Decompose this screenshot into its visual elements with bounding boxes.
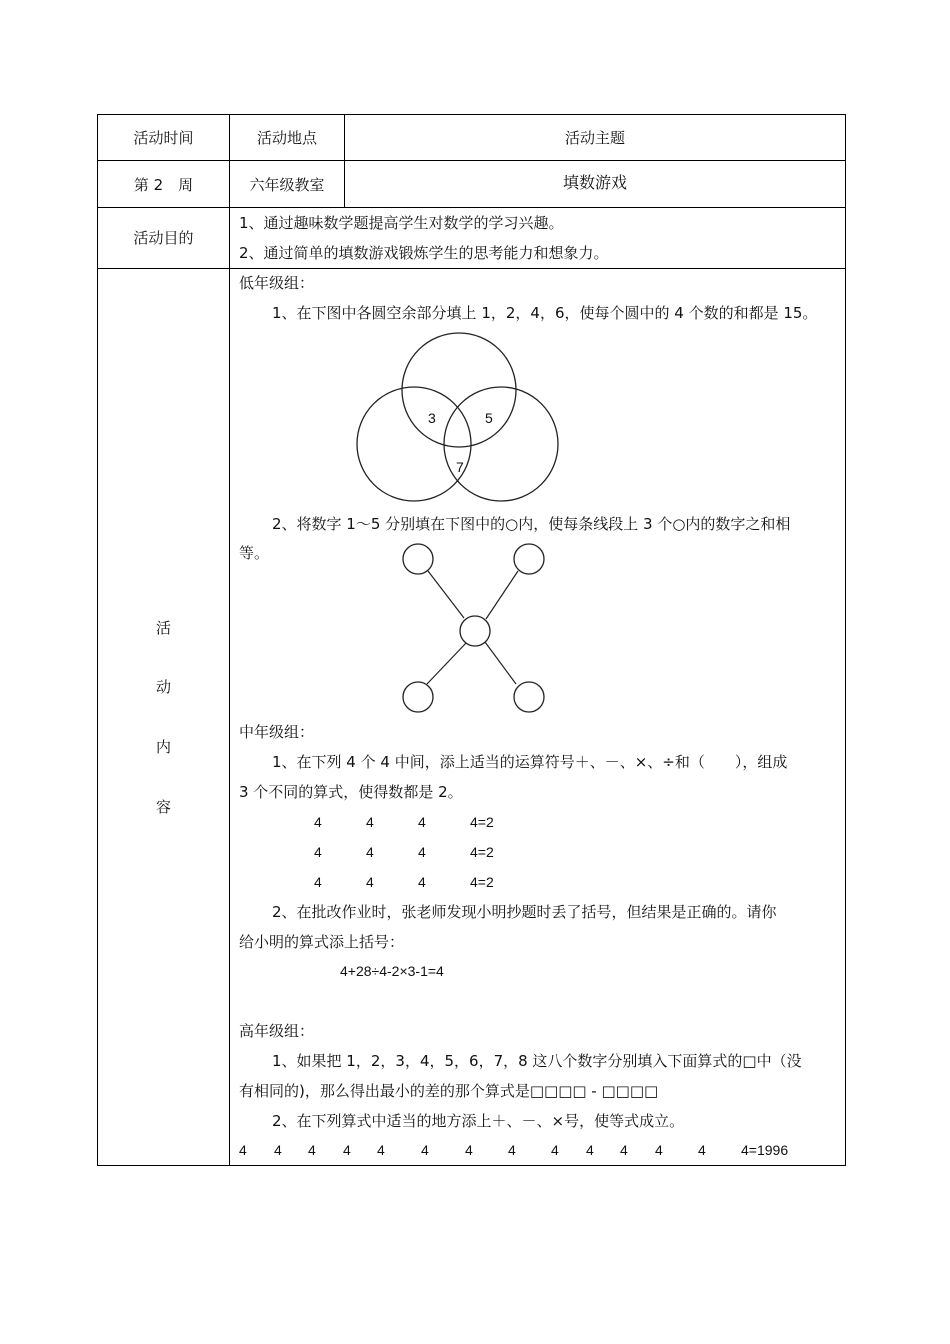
mid-row-2-c: 4 (418, 844, 426, 860)
mid-q2-line2: 给小明的算式添上括号： (239, 933, 405, 951)
four-12: 4 (655, 1142, 663, 1158)
low-q2-line2: 等。 (239, 544, 270, 562)
mid-row-3-d: 4=2 (470, 874, 494, 890)
mid-row-2-d: 4=2 (470, 844, 494, 860)
mid-row-2-b: 4 (366, 844, 374, 860)
four-7: 4 (465, 1142, 473, 1158)
mid-row-1-c: 4 (418, 814, 426, 830)
venn-number-5: 5 (485, 410, 493, 426)
mid-grade-title: 中年级组： (239, 723, 315, 741)
week-cell: 第 2 周 (133, 176, 194, 194)
four-5: 4 (377, 1142, 385, 1158)
four-3: 4 (308, 1142, 316, 1158)
x-diagram (395, 538, 555, 718)
high-grade-title: 高年级组： (239, 1022, 315, 1040)
low-q1: 1、在下图中各圆空余部分填上 1，2，4，6，使每个圆中的 4 个数的和都是 15。 (272, 304, 818, 322)
four-4: 4 (343, 1142, 351, 1158)
four-1: 4 (239, 1142, 247, 1158)
mid-q1-line2: 3 个不同的算式，使得数都是 2。 (239, 783, 463, 801)
content-label-2: 动 (155, 678, 171, 696)
high-q1-line2: 有相同的)，那么得出最小的差的那个算式是□□□□ - □□□□ (239, 1082, 659, 1100)
content-label-1: 活 (155, 619, 171, 637)
low-q2-line1: 2、将数字 1～5 分别填在下图中的○内，使每条线段上 3 个○内的数字之和相 (272, 515, 791, 533)
goal-label: 活动目的 (133, 229, 194, 247)
four-10: 4 (586, 1142, 594, 1158)
low-grade-title: 低年级组： (239, 274, 315, 292)
topic-cell: 填数游戏 (562, 173, 627, 192)
mid-q1-line1: 1、在下列 4 个 4 中间，添上适当的运算符号＋、－、×、÷和（ ），组成 (272, 753, 788, 771)
four-9: 4 (551, 1142, 559, 1158)
venn-number-7: 7 (456, 459, 464, 475)
goal-item-2: 2、通过简单的填数游戏锻炼学生的思考能力和想象力。 (239, 244, 609, 262)
place-header: 活动地点 (256, 129, 317, 147)
goal-item-1: 1、通过趣味数学题提高学生对数学的学习兴趣。 (239, 214, 564, 232)
mid-expression: 4+28÷4-2×3-1=4 (340, 963, 444, 979)
mid-row-2-a: 4 (314, 844, 322, 860)
topic-header: 活动主题 (564, 129, 625, 147)
mid-row-1-a: 4 (314, 814, 322, 830)
four-11: 4 (620, 1142, 628, 1158)
high-q1-line1: 1、如果把 1，2，3，4，5，6，7，8 这八个数字分别填入下面算式的□中（没 (272, 1052, 802, 1070)
mid-q2-line1: 2、在批改作业时，张老师发现小明抄题时丢了括号，但结果是正确的。请你 (272, 903, 777, 921)
four-2: 4 (274, 1142, 282, 1158)
place-cell: 六年级教室 (249, 176, 325, 194)
four-8: 4 (508, 1142, 516, 1158)
mid-row-3-c: 4 (418, 874, 426, 890)
mid-row-3-a: 4 (314, 874, 322, 890)
mid-row-1-b: 4 (366, 814, 374, 830)
four-13: 4 (698, 1142, 706, 1158)
four-6: 4 (421, 1142, 429, 1158)
content-label-4: 容 (155, 798, 171, 816)
mid-row-3-b: 4 (366, 874, 374, 890)
four-14: 4=1996 (741, 1142, 789, 1158)
mid-row-1-d: 4=2 (470, 814, 494, 830)
time-header: 活动时间 (133, 129, 194, 147)
content-label-3: 内 (155, 738, 171, 756)
venn-diagram (355, 331, 565, 506)
high-q2: 2、在下列算式中适当的地方添上＋、－、×号，使等式成立。 (272, 1112, 685, 1130)
venn-number-3: 3 (428, 410, 436, 426)
